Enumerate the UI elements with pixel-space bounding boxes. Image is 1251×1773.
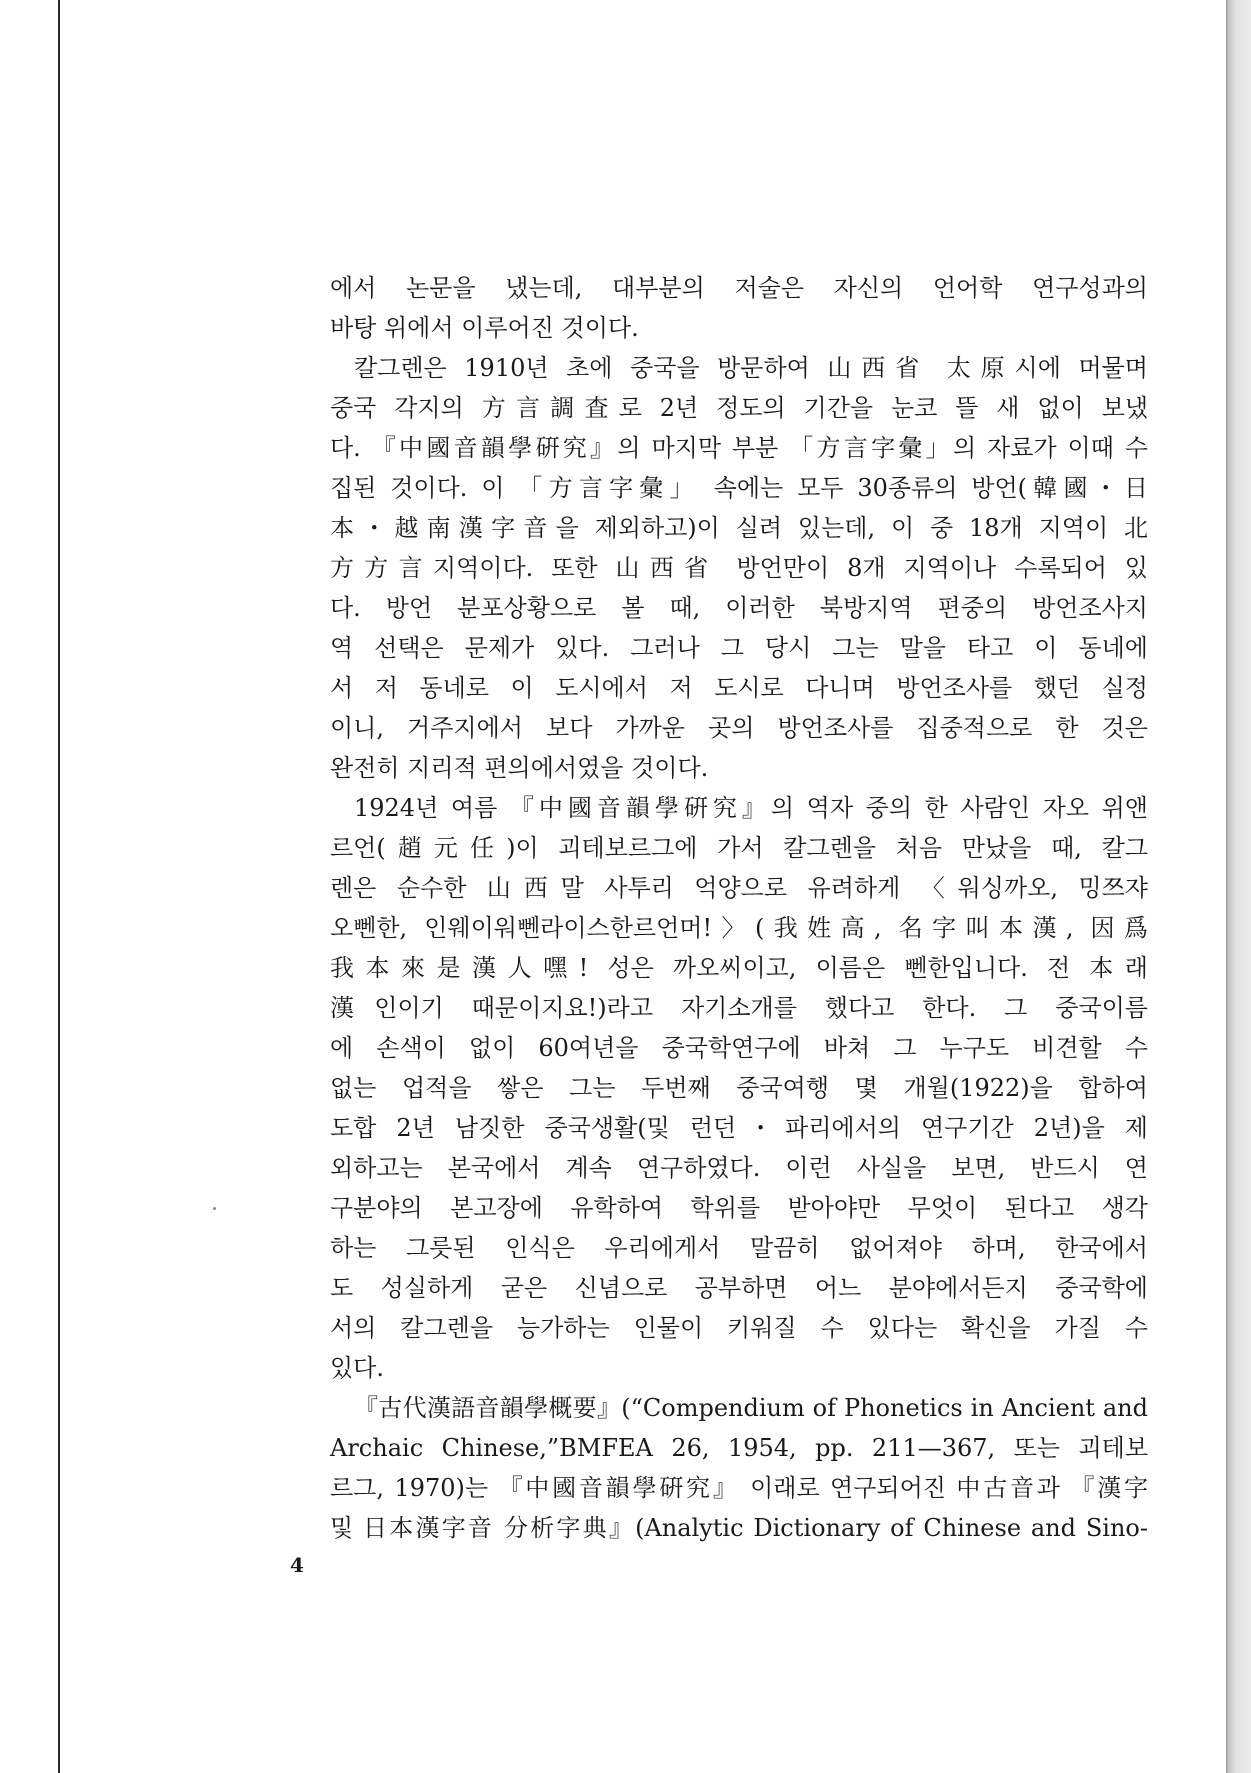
text-line: 이니, 거주지에서 보다 가까운 곳의 방언조사를 집중적으로 한 것은 <box>330 714 1148 742</box>
text-line: 『古代漢語音韻學概要』(“Compendium of Phonetics in Ancient and <box>354 1394 1148 1422</box>
paragraph <box>330 348 1148 788</box>
text-line: 我本來是漢人嘿! 성은 까오씨이고, 이름은 뻰한입니다. 전 本래 <box>330 954 1148 982</box>
scan-speck <box>213 1207 216 1210</box>
text-line: Archaic Chinese,”BMFEA 26, 1954, pp. 211—367, 또는 괴테보 <box>330 1434 1148 1462</box>
text-line: 다. 방언 분포상황으로 볼 때, 이러한 북방지역 편중의 방언조사지 <box>330 594 1148 622</box>
page-number: 4 <box>290 1553 304 1577</box>
text-line: 서의 칼그렌을 능가하는 인물이 키워질 수 있다는 확신을 가질 수 <box>330 1314 1148 1342</box>
paragraph <box>330 788 1148 1388</box>
text-line: 집된 것이다. 이 「方言字彙」 속에는 모두 30종류의 방언(韓國・日 <box>330 474 1148 502</box>
text-line: 다. 『中國音韻學硏究』의 마지막 부분 「方言字彙」의 자료가 이때 수 <box>330 434 1148 462</box>
text-line: 르그, 1970)는 『中國音韻學硏究』 이래로 연구되어진 中古音과 『漢字 <box>330 1474 1148 1502</box>
text-line: 렌은 순수한 山西말 사투리 억양으로 유려하게 〈워싱까오, 밍쯔쟈 <box>330 874 1148 902</box>
text-line: 에서 논문을 냈는데, 대부분의 저술은 자신의 언어학 연구성과의 <box>330 274 1148 302</box>
text-line: 르언(趙元任)이 괴테보르그에 가서 칼그렌을 처음 만났을 때, 칼그 <box>330 834 1148 862</box>
page-right-edge-shadow <box>1226 0 1251 1773</box>
paragraph <box>330 1388 1148 1548</box>
text-line: 에 손색이 없이 60여년을 중국학연구에 바쳐 그 누구도 비견할 수 <box>330 1034 1148 1062</box>
text-line: 오뻰한, 인웨이워뻰라이스한르언머!〉(我姓高, 名字叫本漢, 因爲 <box>330 914 1148 942</box>
paragraph <box>330 268 1148 348</box>
text-line: 本・越南漢字音을 제외하고)이 실려 있는데, 이 중 18개 지역이 北 <box>330 514 1148 542</box>
text-line: 1924년 여름 『中國音韻學硏究』의 역자 중의 한 사람인 자오 위앤 <box>354 794 1148 822</box>
text-line: 중국 각지의 方言調査로 2년 정도의 기간을 눈코 뜰 새 없이 보냈 <box>330 394 1148 422</box>
text-line: 완전히 지리적 편의에서였을 것이다. <box>330 754 709 782</box>
text-line: 및 日本漢字音 分析字典』(Analytic Dictionary of Chinese and Sino- <box>330 1514 1148 1542</box>
text-line: 하는 그릇된 인식은 우리에게서 말끔히 없어져야 하며, 한국에서 <box>330 1234 1148 1262</box>
body-text <box>330 268 1148 1548</box>
text-line: 있다. <box>330 1354 384 1382</box>
text-line: 도 성실하게 굳은 신념으로 공부하면 어느 분야에서든지 중국학에 <box>330 1274 1148 1302</box>
text-line: 역 선택은 문제가 있다. 그러나 그 당시 그는 말을 타고 이 동네에 <box>330 634 1148 662</box>
text-line: 칼그렌은 1910년 초에 중국을 방문하여 山西省 太原시에 머물며 <box>354 354 1148 382</box>
text-line: 바탕 위에서 이루어진 것이다. <box>330 314 639 342</box>
book-page <box>60 0 1226 1773</box>
text-line: 도합 2년 남짓한 중국생활(및 런던・파리에서의 연구기간 2년)을 제 <box>330 1114 1148 1142</box>
text-line: 漢인이기 때문이지요!)라고 자기소개를 했다고 한다. 그 중국이름 <box>330 994 1148 1022</box>
text-line: 서 저 동네로 이 도시에서 저 도시로 다니며 방언조사를 했던 실정 <box>330 674 1148 702</box>
text-line: 외하고는 본국에서 계속 연구하였다. 이런 사실을 보면, 반드시 연 <box>330 1154 1148 1182</box>
text-line: 方方言지역이다. 또한 山西省 방언만이 8개 지역이나 수록되어 있 <box>330 554 1148 582</box>
text-line: 없는 업적을 쌓은 그는 두번째 중국여행 몇 개월(1922)을 합하여 <box>330 1074 1148 1102</box>
text-line: 구분야의 본고장에 유학하여 학위를 받아야만 무엇이 된다고 생각 <box>330 1194 1148 1222</box>
